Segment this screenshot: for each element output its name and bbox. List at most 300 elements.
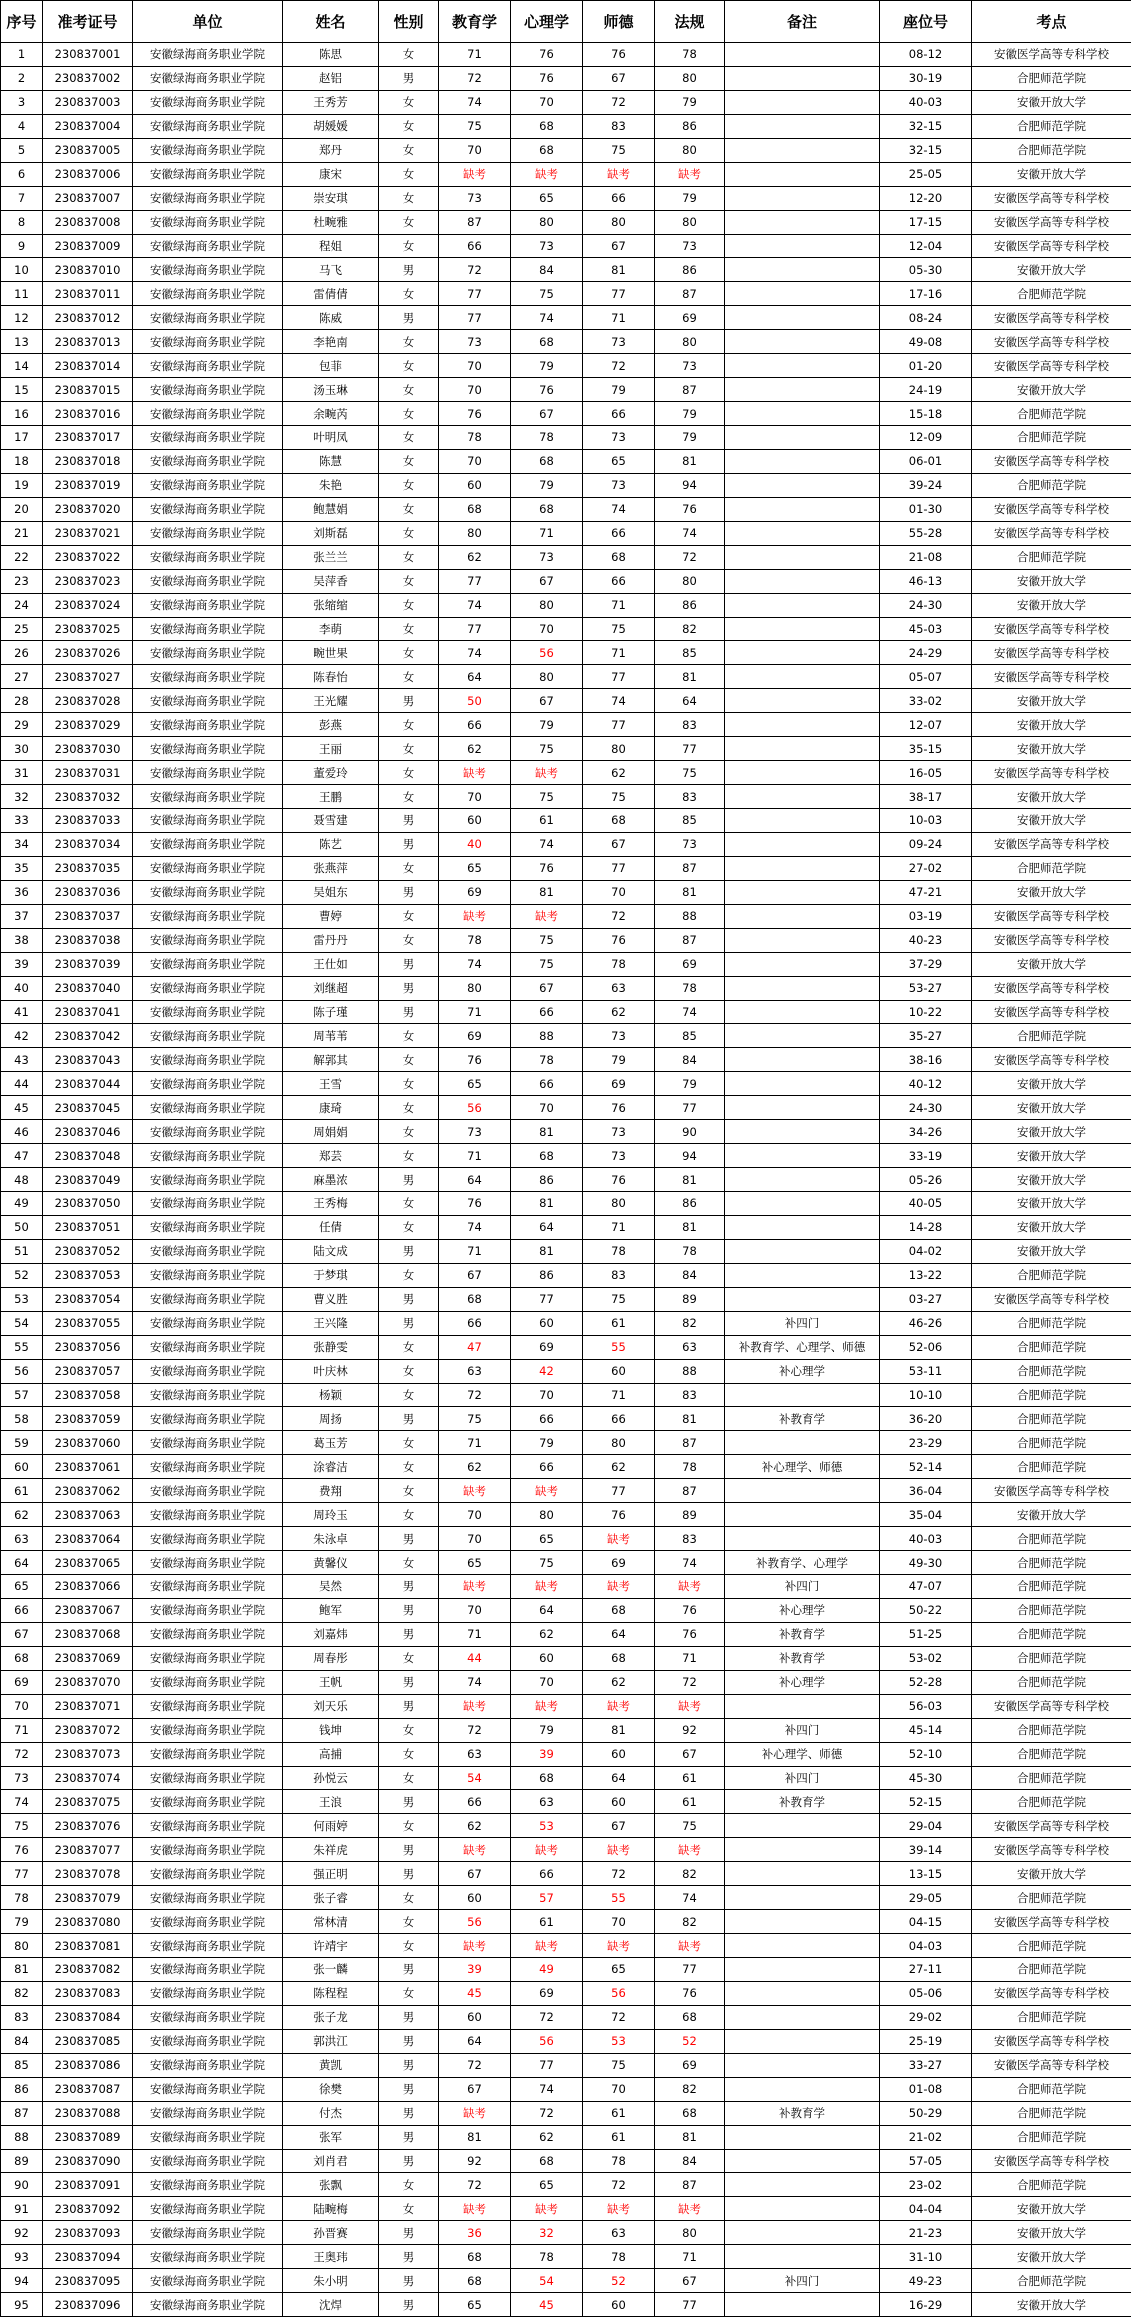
cell-name: 刘嘉炜 [283,1622,379,1646]
cell-pedagogy: 70 [439,1527,511,1551]
cell-exam-id: 230837096 [43,2293,133,2317]
cell-exam-site: 安徽开放大学 [972,1239,1131,1263]
cell-gender: 女 [379,785,439,809]
cell-seat: 23-02 [880,2173,972,2197]
cell-unit: 安徽绿海商务职业学院 [133,2005,283,2029]
cell-name: 康宋 [283,162,379,186]
cell-exam-id: 230837015 [43,378,133,402]
cell-ethics: 71 [583,306,655,330]
cell-ethics: 69 [583,1551,655,1575]
column-header-remark: 备注 [725,1,880,43]
cell-gender: 女 [379,378,439,402]
cell-gender: 男 [379,832,439,856]
table-row [1,2029,1131,2053]
cell-ethics: 76 [583,1096,655,1120]
table-row [1,1239,1131,1263]
cell-unit: 安徽绿海商务职业学院 [133,1575,283,1599]
cell-remark [725,569,880,593]
cell-gender: 女 [379,665,439,689]
table-row [1,1383,1131,1407]
cell-remark [725,832,880,856]
cell-exam-site: 合肥师范学院 [972,1455,1131,1479]
cell-seat: 49-23 [880,2269,972,2293]
cell-law: 79 [655,90,725,114]
table-row [1,1168,1131,1192]
cell-psychology: 78 [511,426,583,450]
cell-gender: 女 [379,1455,439,1479]
cell-name: 张飘 [283,2173,379,2197]
table-row [1,354,1131,378]
cell-remark [725,761,880,785]
cell-seq: 18 [1,449,43,473]
cell-exam-id: 230837092 [43,2197,133,2221]
cell-seq: 72 [1,1742,43,1766]
cell-seq: 60 [1,1455,43,1479]
cell-name: 陈威 [283,306,379,330]
cell-name: 陈程程 [283,1981,379,2005]
cell-psychology: 68 [511,330,583,354]
cell-exam-site: 合肥师范学院 [972,1527,1131,1551]
cell-law: 83 [655,713,725,737]
cell-gender: 女 [379,1886,439,1910]
cell-unit: 安徽绿海商务职业学院 [133,2173,283,2197]
cell-pedagogy: 36 [439,2221,511,2245]
cell-remark [725,2053,880,2077]
cell-gender: 女 [379,617,439,641]
cell-name: 王光耀 [283,689,379,713]
cell-psychology: 62 [511,2125,583,2149]
cell-exam-site: 安徽开放大学 [972,1120,1131,1144]
cell-seq: 45 [1,1096,43,1120]
table-row [1,1910,1131,1934]
cell-exam-site: 合肥师范学院 [972,1024,1131,1048]
cell-unit: 安徽绿海商务职业学院 [133,1718,283,1742]
cell-name: 张兰兰 [283,545,379,569]
cell-seq: 9 [1,234,43,258]
cell-seq: 77 [1,1862,43,1886]
cell-psychology: 79 [511,713,583,737]
cell-psychology: 78 [511,1048,583,1072]
table-row [1,569,1131,593]
cell-seat: 32-15 [880,114,972,138]
cell-exam-site: 安徽开放大学 [972,1215,1131,1239]
cell-pedagogy: 47 [439,1335,511,1359]
cell-ethics: 75 [583,1287,655,1311]
cell-remark [725,234,880,258]
cell-remark [725,1024,880,1048]
cell-remark [725,593,880,617]
cell-seq: 74 [1,1790,43,1814]
cell-psychology: 69 [511,1981,583,2005]
cell-seat: 05-07 [880,665,972,689]
cell-law: 77 [655,1958,725,1982]
cell-exam-id: 230837072 [43,1718,133,1742]
cell-gender: 女 [379,1934,439,1958]
cell-ethics: 缺考 [583,162,655,186]
cell-remark [725,1958,880,1982]
cell-unit: 安徽绿海商务职业学院 [133,138,283,162]
cell-seat: 52-06 [880,1335,972,1359]
cell-law: 61 [655,1766,725,1790]
cell-name: 张子龙 [283,2005,379,2029]
cell-name: 杜畹雅 [283,210,379,234]
cell-unit: 安徽绿海商务职业学院 [133,1359,283,1383]
cell-exam-id: 230837079 [43,1886,133,1910]
cell-ethics: 80 [583,737,655,761]
cell-psychology: 45 [511,2293,583,2317]
cell-law: 76 [655,497,725,521]
table-row [1,737,1131,761]
cell-exam-id: 230837026 [43,641,133,665]
cell-ethics: 79 [583,378,655,402]
cell-exam-id: 230837039 [43,952,133,976]
cell-seq: 56 [1,1359,43,1383]
table-row [1,2149,1131,2173]
cell-unit: 安徽绿海商务职业学院 [133,234,283,258]
cell-name: 陈慧 [283,449,379,473]
cell-psychology: 68 [511,1766,583,1790]
cell-law: 78 [655,1455,725,1479]
cell-psychology: 67 [511,402,583,426]
cell-pedagogy: 81 [439,2125,511,2149]
cell-seat: 31-10 [880,2245,972,2269]
cell-pedagogy: 66 [439,1790,511,1814]
cell-pedagogy: 66 [439,713,511,737]
table-row [1,162,1131,186]
cell-exam-site: 安徽医学高等专科学校 [972,761,1131,785]
cell-ethics: 77 [583,856,655,880]
cell-remark [725,1503,880,1527]
cell-remark [725,2197,880,2221]
cell-law: 87 [655,2173,725,2197]
cell-gender: 男 [379,1958,439,1982]
cell-exam-id: 230837052 [43,1239,133,1263]
cell-exam-id: 230837095 [43,2269,133,2293]
cell-ethics: 65 [583,449,655,473]
cell-ethics: 73 [583,1144,655,1168]
cell-psychology: 39 [511,1742,583,1766]
cell-exam-site: 合肥师范学院 [972,2269,1131,2293]
cell-exam-site: 安徽医学高等专科学校 [972,2149,1131,2173]
cell-pedagogy: 78 [439,426,511,450]
cell-remark [725,1886,880,1910]
cell-seat: 21-08 [880,545,972,569]
cell-name: 张子睿 [283,1886,379,1910]
cell-unit: 安徽绿海商务职业学院 [133,1790,283,1814]
cell-ethics: 61 [583,1311,655,1335]
table-row [1,43,1131,67]
cell-seat: 12-09 [880,426,972,450]
cell-remark [725,1862,880,1886]
cell-ethics: 55 [583,1335,655,1359]
cell-remark [725,1934,880,1958]
cell-unit: 安徽绿海商务职业学院 [133,354,283,378]
cell-name: 陆畹梅 [283,2197,379,2221]
cell-gender: 女 [379,473,439,497]
cell-remark [725,665,880,689]
cell-pedagogy: 44 [439,1646,511,1670]
cell-unit: 安徽绿海商务职业学院 [133,1958,283,1982]
cell-exam-site: 安徽医学高等专科学校 [972,1910,1131,1934]
cell-psychology: 76 [511,43,583,67]
cell-unit: 安徽绿海商务职业学院 [133,330,283,354]
cell-name: 王仕如 [283,952,379,976]
cell-unit: 安徽绿海商务职业学院 [133,1527,283,1551]
table-row [1,1981,1131,2005]
table-row [1,1144,1131,1168]
cell-remark [725,186,880,210]
cell-law: 85 [655,809,725,833]
cell-exam-site: 安徽开放大学 [972,1144,1131,1168]
cell-unit: 安徽绿海商务职业学院 [133,617,283,641]
cell-pedagogy: 77 [439,617,511,641]
cell-exam-site: 合肥师范学院 [972,426,1131,450]
cell-remark [725,880,880,904]
cell-remark [725,1215,880,1239]
cell-psychology: 65 [511,1527,583,1551]
table-row [1,1646,1131,1670]
cell-law: 81 [655,1407,725,1431]
cell-unit: 安徽绿海商务职业学院 [133,856,283,880]
cell-seq: 86 [1,2077,43,2101]
cell-pedagogy: 80 [439,976,511,1000]
cell-remark [725,1048,880,1072]
cell-exam-site: 安徽医学高等专科学校 [972,2053,1131,2077]
cell-pedagogy: 74 [439,90,511,114]
table-row [1,1335,1131,1359]
cell-ethics: 缺考 [583,1838,655,1862]
cell-ethics: 79 [583,1048,655,1072]
cell-name: 张燕萍 [283,856,379,880]
cell-ethics: 70 [583,880,655,904]
cell-name: 张一麟 [283,1958,379,1982]
cell-seat: 24-19 [880,378,972,402]
cell-gender: 男 [379,2125,439,2149]
cell-pedagogy: 缺考 [439,1694,511,1718]
cell-seat: 13-15 [880,1862,972,1886]
cell-exam-id: 230837070 [43,1670,133,1694]
cell-exam-site: 安徽医学高等专科学校 [972,665,1131,689]
cell-gender: 女 [379,1048,439,1072]
cell-name: 解郭其 [283,1048,379,1072]
cell-remark [725,641,880,665]
cell-exam-site: 合肥师范学院 [972,402,1131,426]
cell-remark [725,330,880,354]
cell-seat: 04-15 [880,1910,972,1934]
cell-gender: 男 [379,2005,439,2029]
cell-psychology: 77 [511,2053,583,2077]
cell-name: 畹世果 [283,641,379,665]
cell-law: 87 [655,378,725,402]
cell-name: 涂睿洁 [283,1455,379,1479]
cell-exam-site: 安徽开放大学 [972,2293,1131,2317]
cell-ethics: 80 [583,1192,655,1216]
cell-name: 周玲玉 [283,1503,379,1527]
cell-exam-id: 230837093 [43,2221,133,2245]
cell-remark [725,785,880,809]
cell-remark: 补四门 [725,2269,880,2293]
cell-seat: 17-16 [880,282,972,306]
cell-pedagogy: 68 [439,2269,511,2293]
cell-law: 80 [655,330,725,354]
cell-seq: 79 [1,1910,43,1934]
cell-ethics: 56 [583,1981,655,2005]
cell-seq: 12 [1,306,43,330]
table-row [1,1048,1131,1072]
cell-exam-id: 230837022 [43,545,133,569]
cell-law: 63 [655,1335,725,1359]
cell-gender: 女 [379,497,439,521]
cell-unit: 安徽绿海商务职业学院 [133,952,283,976]
cell-exam-id: 230837020 [43,497,133,521]
cell-unit: 安徽绿海商务职业学院 [133,378,283,402]
cell-pedagogy: 60 [439,809,511,833]
cell-name: 许靖宇 [283,1934,379,1958]
cell-exam-id: 230837019 [43,473,133,497]
cell-exam-site: 安徽开放大学 [972,162,1131,186]
cell-law: 80 [655,66,725,90]
cell-name: 杨颖 [283,1383,379,1407]
cell-unit: 安徽绿海商务职业学院 [133,114,283,138]
cell-unit: 安徽绿海商务职业学院 [133,545,283,569]
cell-psychology: 缺考 [511,2197,583,2221]
cell-ethics: 72 [583,90,655,114]
cell-pedagogy: 73 [439,186,511,210]
cell-seq: 19 [1,473,43,497]
cell-unit: 安徽绿海商务职业学院 [133,641,283,665]
cell-pedagogy: 77 [439,569,511,593]
cell-seat: 35-27 [880,1024,972,1048]
cell-law: 81 [655,1168,725,1192]
cell-exam-id: 230837058 [43,1383,133,1407]
cell-law: 92 [655,1718,725,1742]
cell-unit: 安徽绿海商务职业学院 [133,2293,283,2317]
cell-unit: 安徽绿海商务职业学院 [133,1910,283,1934]
cell-unit: 安徽绿海商务职业学院 [133,832,283,856]
cell-exam-site: 合肥师范学院 [972,1598,1131,1622]
cell-gender: 女 [379,1192,439,1216]
cell-unit: 安徽绿海商务职业学院 [133,1311,283,1335]
cell-unit: 安徽绿海商务职业学院 [133,2101,283,2125]
cell-psychology: 56 [511,2029,583,2053]
cell-exam-id: 230837031 [43,761,133,785]
cell-exam-site: 安徽开放大学 [972,2221,1131,2245]
cell-law: 86 [655,114,725,138]
table-row [1,1407,1131,1431]
cell-exam-site: 合肥师范学院 [972,1551,1131,1575]
cell-ethics: 68 [583,809,655,833]
cell-seat: 04-04 [880,2197,972,2221]
cell-exam-site: 合肥师范学院 [972,1934,1131,1958]
cell-name: 朱泳卓 [283,1527,379,1551]
cell-pedagogy: 76 [439,402,511,426]
table-row [1,928,1131,952]
cell-law: 81 [655,665,725,689]
table-row [1,2197,1131,2221]
cell-pedagogy: 62 [439,737,511,761]
cell-remark [725,426,880,450]
column-header-ethics: 师德 [583,1,655,43]
cell-seq: 78 [1,1886,43,1910]
cell-pedagogy: 72 [439,66,511,90]
table-row [1,138,1131,162]
cell-name: 王鹏 [283,785,379,809]
cell-ethics: 66 [583,569,655,593]
cell-unit: 安徽绿海商务职业学院 [133,282,283,306]
table-row [1,2293,1131,2317]
cell-name: 周春彤 [283,1646,379,1670]
cell-seq: 63 [1,1527,43,1551]
cell-seq: 58 [1,1407,43,1431]
cell-seq: 59 [1,1431,43,1455]
cell-ethics: 73 [583,330,655,354]
cell-psychology: 61 [511,1910,583,1934]
cell-law: 78 [655,43,725,67]
cell-name: 吴姐东 [283,880,379,904]
cell-pedagogy: 63 [439,1742,511,1766]
cell-seq: 51 [1,1239,43,1263]
cell-seq: 37 [1,904,43,928]
cell-unit: 安徽绿海商务职业学院 [133,1335,283,1359]
cell-gender: 女 [379,1263,439,1287]
cell-ethics: 67 [583,1814,655,1838]
cell-pedagogy: 68 [439,497,511,521]
cell-remark [725,545,880,569]
cell-seq: 3 [1,90,43,114]
cell-exam-site: 安徽医学高等专科学校 [972,1981,1131,2005]
cell-law: 69 [655,952,725,976]
cell-name: 何雨婷 [283,1814,379,1838]
cell-remark [725,617,880,641]
cell-seat: 52-10 [880,1742,972,1766]
table-row [1,1622,1131,1646]
cell-psychology: 缺考 [511,1838,583,1862]
cell-gender: 男 [379,66,439,90]
cell-name: 董爱玲 [283,761,379,785]
cell-gender: 女 [379,1814,439,1838]
cell-remark: 补教育学、心理学 [725,1551,880,1575]
cell-name: 李萌 [283,617,379,641]
cell-remark [725,809,880,833]
cell-seat: 47-21 [880,880,972,904]
table-row [1,1096,1131,1120]
cell-psychology: 74 [511,832,583,856]
cell-seq: 57 [1,1383,43,1407]
cell-remark [725,497,880,521]
cell-seq: 20 [1,497,43,521]
cell-remark [725,1910,880,1934]
table-row [1,1598,1131,1622]
table-row [1,2245,1131,2269]
column-header-pedagogy: 教育学 [439,1,511,43]
cell-ethics: 78 [583,952,655,976]
cell-law: 缺考 [655,162,725,186]
column-header-name: 姓名 [283,1,379,43]
cell-psychology: 72 [511,2005,583,2029]
cell-law: 79 [655,426,725,450]
cell-pedagogy: 62 [439,1455,511,1479]
cell-psychology: 68 [511,497,583,521]
table-row [1,521,1131,545]
cell-psychology: 70 [511,1670,583,1694]
cell-psychology: 75 [511,952,583,976]
cell-name: 彭燕 [283,713,379,737]
cell-unit: 安徽绿海商务职业学院 [133,2125,283,2149]
cell-unit: 安徽绿海商务职业学院 [133,1383,283,1407]
cell-exam-id: 230837012 [43,306,133,330]
cell-unit: 安徽绿海商务职业学院 [133,2029,283,2053]
cell-exam-site: 合肥师范学院 [972,1311,1131,1335]
